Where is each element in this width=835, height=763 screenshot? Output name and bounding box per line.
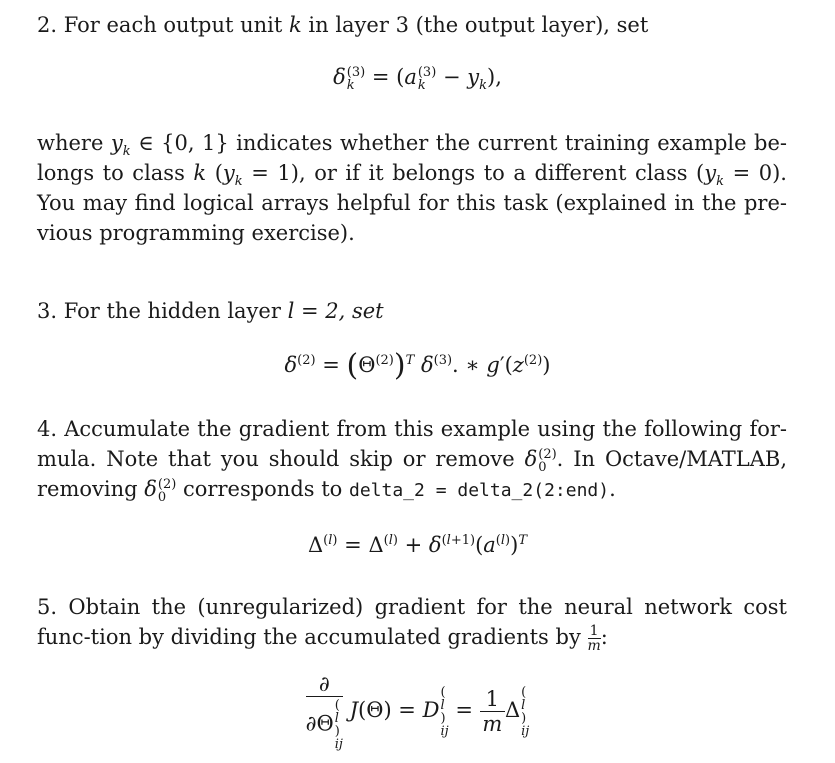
equation-output-delta: δ (3) k = (a (3) k − $y_k$), (333, 64, 502, 94)
step3-heading (37, 296, 787, 326)
step2-explanation: where $y_k$ ∈ {0, 1} indicates whether the current training example be-longs to class k $(y_k = 1)$, or if it belongs to a different class $(y_k = 0)$. You may find logical arrays helpful for this task (explained in the pre-vious programming exercise). (37, 131, 787, 245)
code-snippet: delta_2 = delta_2(2:end) (349, 480, 610, 501)
step3-label: 3. For the hidden layer (37, 299, 281, 323)
step2-rest: in layer 3 (the output layer), set (308, 13, 649, 37)
equation-gradient: ∂ ∂Θ ( l ) ij J(Θ) = D ( l ) ij = $\frac{1}{m}$ Δ ( l ) ij (305, 672, 530, 752)
step2-label: 2. For each output unit (37, 13, 283, 37)
equation-accumulate: $\Delta^{(l)} = \Delta^{(l)} + \delta^{(l+1)}(a^{(l)})^T$ (308, 533, 527, 557)
step3-eqn: l = 2, set (287, 299, 384, 323)
step2-k: k (288, 13, 302, 37)
step4-text: 4. Accumulate the gradient from this example using the following for-mula. Note that you should skip or remove δ (2) 0 . In Octave/MATLAB, removing δ (2) 0 corresponds to delta_2 = delta_2(2:end). (37, 417, 787, 505)
step2-heading (37, 10, 787, 40)
step5-text: 5. Obtain the (unregularized) gradient for the neural network cost func-tion by dividing the accumulated gradients by $\frac{1}{m}$ : (37, 595, 787, 654)
equation-hidden-delta: $\delta^{(2)} = (\Theta^{(2)})^T$ $\delta^{(3)}$. ∗ $g'(z^{(2)})$ (284, 348, 551, 383)
